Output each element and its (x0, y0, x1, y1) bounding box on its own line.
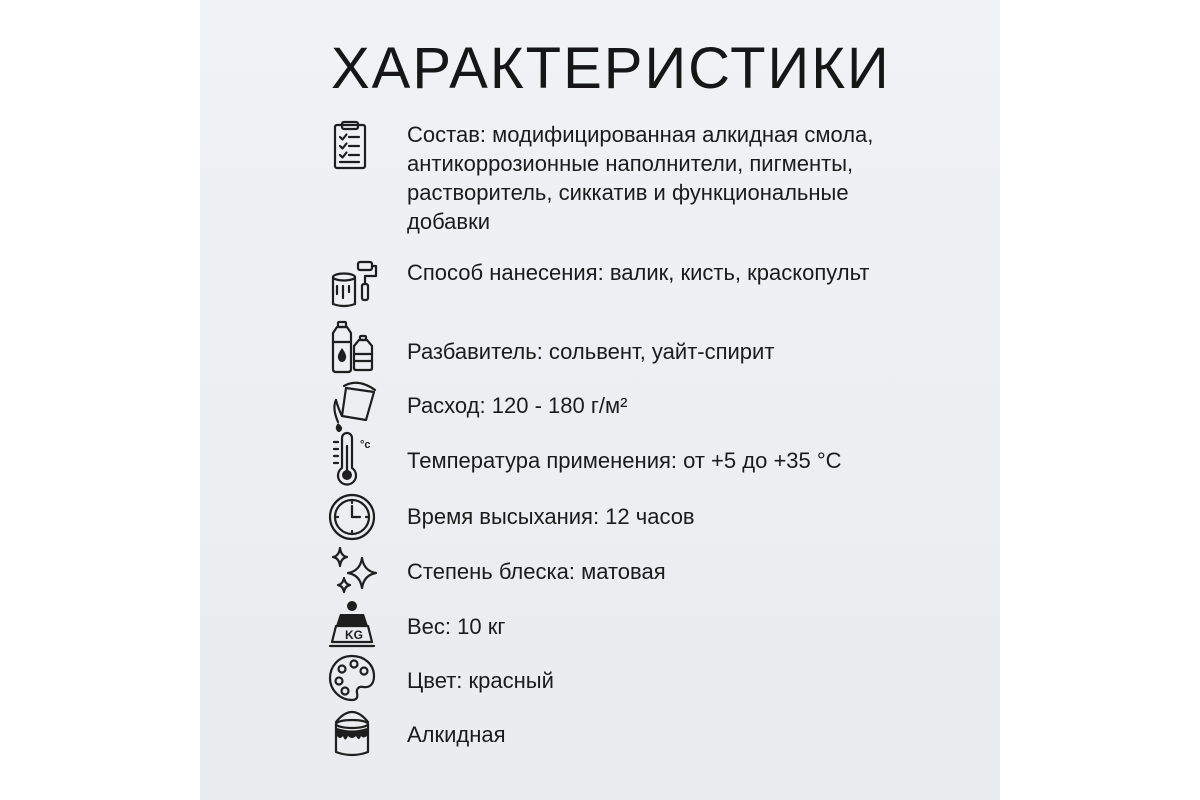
svg-text:KG: KG (345, 628, 363, 642)
characteristics-panel (200, 0, 1000, 800)
clock-icon (328, 490, 382, 544)
svg-text:°c: °c (360, 439, 371, 451)
item-label: Разбавитель: сольвент, уайт-спирит (407, 339, 775, 364)
page-title: ХАРАКТЕРИСТИКИ (331, 36, 891, 101)
item-label: Температура применения: от +5 до +35 °C (407, 448, 842, 473)
item-label: Расход: 120 - 180 г/м² (407, 393, 628, 418)
item-label: Время высыхания: 12 часов (407, 504, 695, 529)
weight-icon (328, 598, 382, 652)
paint-can-roller-icon (328, 258, 382, 312)
item-label: Способ нанесения: валик, кисть, краскопульт (407, 260, 870, 285)
item-label: Степень блеска: матовая (407, 559, 666, 584)
sparkles-icon (328, 546, 382, 600)
thermometer-icon (328, 432, 382, 486)
paint-bucket-icon (328, 706, 382, 760)
palette-icon (328, 652, 382, 706)
item-label: Цвет: красный (407, 668, 554, 693)
solvent-bottles-icon (328, 320, 382, 374)
item-label: Алкидная (407, 722, 506, 747)
pouring-bucket-icon (328, 378, 382, 432)
clipboard-checklist-icon (328, 120, 382, 174)
item-label: Состав: модифицированная алкидная смола, антикоррозионные наполнители, пигменты, растворитель, сиккатив и функциональные добавки (407, 122, 874, 234)
item-label: Вес: 10 кг (407, 614, 506, 639)
